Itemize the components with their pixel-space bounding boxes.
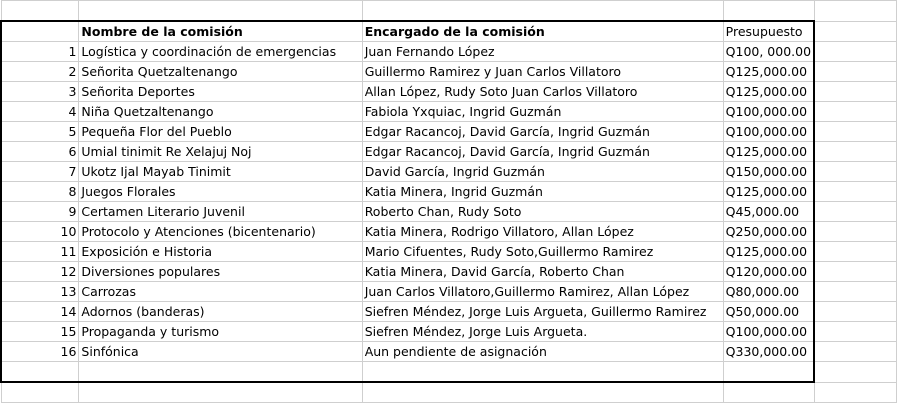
row-number[interactable]: 11: [1, 242, 79, 262]
cell[interactable]: [814, 142, 896, 162]
row-number[interactable]: 9: [1, 202, 79, 222]
commission-budget[interactable]: Q330,000.00: [723, 342, 814, 362]
row-number[interactable]: 4: [1, 102, 79, 122]
table-row: [1, 162, 897, 182]
cell[interactable]: [723, 382, 814, 403]
commission-budget[interactable]: Q125,000.00: [723, 242, 814, 262]
commission-manager[interactable]: Juan Carlos Villatoro,Guillermo Ramirez, Allan López: [362, 282, 723, 302]
commission-name[interactable]: Juegos Florales: [79, 182, 362, 202]
row-number[interactable]: 15: [1, 322, 79, 342]
table-row: [1, 242, 897, 262]
commission-budget[interactable]: Q125,000.00: [723, 82, 814, 102]
row-number[interactable]: 14: [1, 302, 79, 322]
cell[interactable]: [814, 122, 896, 142]
table-row: [1, 202, 897, 222]
cell[interactable]: [814, 322, 896, 342]
row-number[interactable]: 16: [1, 342, 79, 362]
header-row: [1, 21, 897, 42]
commission-name[interactable]: Señorita Quetzaltenango: [79, 62, 362, 82]
row-number[interactable]: 10: [1, 222, 79, 242]
cell[interactable]: [1, 362, 79, 383]
cell[interactable]: [723, 1, 814, 22]
cell[interactable]: [1, 21, 79, 42]
cell[interactable]: [814, 162, 896, 182]
cell[interactable]: [814, 242, 896, 262]
table-row: [1, 82, 897, 102]
commission-manager[interactable]: David García, Ingrid Guzmán: [362, 162, 723, 182]
cell[interactable]: [814, 302, 896, 322]
cell[interactable]: [814, 222, 896, 242]
cell[interactable]: [1, 1, 79, 22]
row-number[interactable]: 8: [1, 182, 79, 202]
commission-manager[interactable]: Katia Minera, David García, Roberto Chan: [362, 262, 723, 282]
commission-name[interactable]: Certamen Literario Juvenil: [79, 202, 362, 222]
empty-row: [1, 382, 897, 403]
commission-name[interactable]: Diversiones populares: [79, 262, 362, 282]
table-row: [1, 322, 897, 342]
cell[interactable]: [1, 382, 79, 403]
commission-budget[interactable]: Q125,000.00: [723, 142, 814, 162]
cell[interactable]: [814, 282, 896, 302]
cell[interactable]: [814, 382, 896, 403]
cell[interactable]: [362, 362, 723, 383]
table-row: [1, 302, 897, 322]
row-number[interactable]: 2: [1, 62, 79, 82]
row-number[interactable]: 13: [1, 282, 79, 302]
cell[interactable]: [79, 362, 362, 383]
commission-manager[interactable]: Allan López, Rudy Soto Juan Carlos Villatoro: [362, 82, 723, 102]
header-name[interactable]: Nombre de la comisión: [79, 21, 362, 42]
row-number[interactable]: 1: [1, 42, 79, 62]
commission-budget[interactable]: Q250,000.00: [723, 222, 814, 242]
commission-budget[interactable]: Q100,000.00: [723, 122, 814, 142]
commission-budget[interactable]: Q100, 000.00: [723, 42, 814, 62]
commission-budget[interactable]: Q50,000.00: [723, 302, 814, 322]
cell[interactable]: [814, 182, 896, 202]
commission-name[interactable]: Pequeña Flor del Pueblo: [79, 122, 362, 142]
cell[interactable]: [814, 82, 896, 102]
commission-name[interactable]: Carrozas: [79, 282, 362, 302]
commission-name[interactable]: Propaganda y turismo: [79, 322, 362, 342]
cell[interactable]: [362, 382, 723, 403]
commission-manager[interactable]: Aun pendiente de asignación: [362, 342, 723, 362]
cell[interactable]: [814, 21, 896, 42]
table-row: [1, 122, 897, 142]
cell[interactable]: [814, 362, 896, 383]
commission-budget[interactable]: Q120,000.00: [723, 262, 814, 282]
header-budget[interactable]: Presupuesto: [723, 21, 814, 42]
cell[interactable]: [814, 42, 896, 62]
table-row: [1, 342, 897, 362]
cell[interactable]: [814, 202, 896, 222]
commission-manager[interactable]: Siefren Méndez, Jorge Luis Argueta, Guillermo Ramirez: [362, 302, 723, 322]
commission-budget[interactable]: Q125,000.00: [723, 182, 814, 202]
commission-name[interactable]: Umial tinimit Re Xelajuj Noj: [79, 142, 362, 162]
commission-manager[interactable]: Fabiola Yxquiac, Ingrid Guzmán: [362, 102, 723, 122]
table-row: [1, 62, 897, 82]
commission-name[interactable]: Sinfónica: [79, 342, 362, 362]
commission-name[interactable]: Exposición e Historia: [79, 242, 362, 262]
cell[interactable]: [362, 1, 723, 22]
commission-budget[interactable]: Q150,000.00: [723, 162, 814, 182]
cell[interactable]: [723, 362, 814, 383]
table-row: [1, 142, 897, 162]
commission-manager[interactable]: Edgar Racancoj, David García, Ingrid Guzmán: [362, 122, 723, 142]
commission-budget[interactable]: Q125,000.00: [723, 62, 814, 82]
commission-name[interactable]: Logística y coordinación de emergencias: [79, 42, 362, 62]
header-manager[interactable]: Encargado de la comisión: [362, 21, 723, 42]
table-row: [1, 42, 897, 62]
row-number[interactable]: 12: [1, 262, 79, 282]
top-row: [1, 1, 897, 22]
cell[interactable]: [814, 342, 896, 362]
commission-manager[interactable]: Katia Minera, Ingrid Guzmán: [362, 182, 723, 202]
cell[interactable]: [79, 1, 362, 22]
commission-name[interactable]: Adornos (banderas): [79, 302, 362, 322]
commission-budget[interactable]: Q100,000.00: [723, 322, 814, 342]
cell[interactable]: [814, 102, 896, 122]
commission-manager[interactable]: Mario Cifuentes, Rudy Soto,Guillermo Ramirez: [362, 242, 723, 262]
commission-budget[interactable]: Q80,000.00: [723, 282, 814, 302]
table-row: [1, 282, 897, 302]
empty-row: [1, 362, 897, 383]
row-number[interactable]: 7: [1, 162, 79, 182]
row-number[interactable]: 3: [1, 82, 79, 102]
commission-manager[interactable]: Katia Minera, Rodrigo Villatoro, Allan López: [362, 222, 723, 242]
commission-manager[interactable]: Juan Fernando López: [362, 42, 723, 62]
row-number[interactable]: 5: [1, 122, 79, 142]
commission-name[interactable]: Ukotz Ijal Mayab Tinimit: [79, 162, 362, 182]
cell[interactable]: [814, 1, 896, 22]
commission-budget[interactable]: Q100,000.00: [723, 102, 814, 122]
commission-name[interactable]: Protocolo y Atenciones (bicentenario): [79, 222, 362, 242]
table-row: [1, 222, 897, 242]
commission-budget[interactable]: Q45,000.00: [723, 202, 814, 222]
commission-manager[interactable]: Guillermo Ramirez y Juan Carlos Villatoro: [362, 62, 723, 82]
commission-manager[interactable]: Edgar Racancoj, David García, Ingrid Guzmán: [362, 142, 723, 162]
row-number[interactable]: 6: [1, 142, 79, 162]
table-row: [1, 102, 897, 122]
cell[interactable]: [814, 262, 896, 282]
table-row: [1, 262, 897, 282]
commission-name[interactable]: Niña Quetzaltenango: [79, 102, 362, 122]
table-row: [1, 182, 897, 202]
commission-name[interactable]: Señorita Deportes: [79, 82, 362, 102]
commission-manager[interactable]: Siefren Méndez, Jorge Luis Argueta.: [362, 322, 723, 342]
commission-manager[interactable]: Roberto Chan, Rudy Soto: [362, 202, 723, 222]
cell[interactable]: [814, 62, 896, 82]
cell[interactable]: [79, 382, 362, 403]
